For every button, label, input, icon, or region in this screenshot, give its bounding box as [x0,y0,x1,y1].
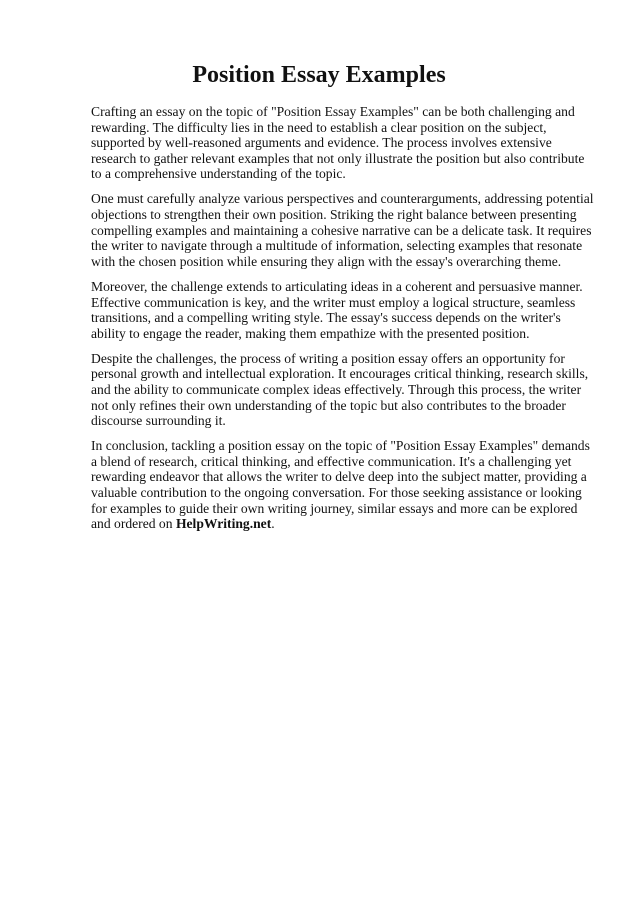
page-title: Position Essay Examples [192,62,446,88]
conclusion-text: In conclusion, tackling a position essay on the topic of "Position Essay Examples" demands a blend of research, critical thinking, and effective communication. It's a challenging yet rewarding endeavor that allows the writer to delve deep into the subject matter, providing a valuable contribution to the ongoing conversation. For those seeking assistance or looking for examples to guide their own writing journey, similar essays and more can be explored and ordered on [91,438,590,532]
conclusion-end: . [271,516,275,532]
paragraph-communication: Moreover, the challenge extends to articulating ideas in a coherent and persuasive manner. Effective communication is key, and the writer must employ a logical structure, seamless transitions, and a compelling writing style. The essay's success depends on the writer's ability to engage the reader, making them empathize with the presented position. [91,278,583,341]
paragraph-intro: Crafting an essay on the topic of "Position Essay Examples" can be both challenging and rewarding. The difficulty lies in the need to establish a clear position on the subject, supported by well-reasoned arguments and evidence. The process involves extensive research to gather relevant examples that not only illustrate the position but also contribute to a comprehensive understanding of the topic. [91,104,585,182]
paragraph-conclusion [91,438,594,532]
brand-name: HelpWriting.net [175,516,272,532]
paragraph-growth: Despite the challenges, the process of writing a position essay offers an opportunity for personal growth and intellectual exploration. It encourages critical thinking, research skills, and the ability to communicate complex ideas effectively. Through this process, the writer not only refines their own understanding of the topic but also contributes to the broader discourse surrounding it. [91,350,589,429]
paragraph-perspectives: One must carefully analyze various perspectives and counterarguments, addressing potential objections to strengthen their own position. Striking the right balance between presenting compelling examples and maintaining a cohesive narrative can be a delicate task. It requires the writer to navigate through a multitude of information, selecting examples that resonate with the chosen position while ensuring they align with the essay's overarching theme. [91,191,594,269]
